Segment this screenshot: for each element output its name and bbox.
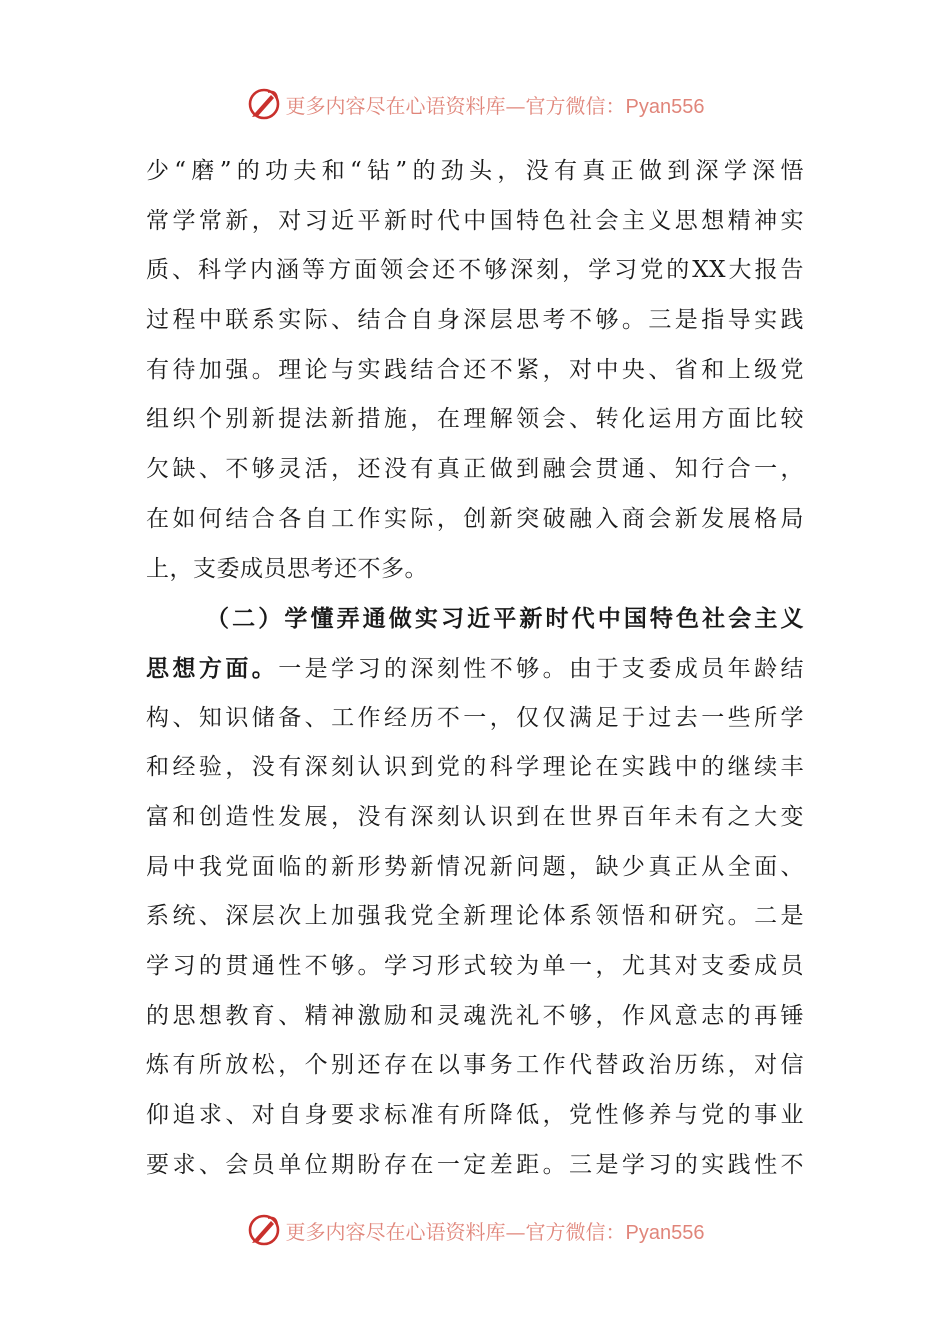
watermark-brand: 更多内容尽在心语资料库 [285, 93, 506, 118]
text-line: 欠缺、不够灵活，还没有真正做到融会贯通、知行合一， [146, 456, 804, 483]
text-line: 上，支委成员思考还不多。 [146, 555, 428, 582]
text-line: 炼有所放松，个别还存在以事务工作代替政治历练，对信 [146, 1052, 804, 1079]
pen-circle-logo-icon [246, 86, 282, 122]
watermark-separator: — [505, 1219, 526, 1244]
text-line: 富和创造性发展，没有深刻认识到在世界百年未有之大变 [146, 803, 804, 830]
watermark-label: 官方微信： [525, 93, 626, 118]
text-line: 有待加强。理论与实践结合还不紧，对中央、省和上级党 [146, 356, 804, 383]
watermark-label: 官方微信： [525, 1219, 626, 1244]
section-heading-end: 思想方面。 [146, 654, 279, 682]
watermark-wechat-id: Pyan556 [625, 1221, 705, 1244]
text-line: 和经验，没有深刻认识到党的科学理论在实践中的继续丰 [146, 754, 804, 781]
section-text-start: 一是学习的深刻性不够。由于支委成员年龄结 [278, 655, 804, 682]
text-line: 常学常新，对习近平新时代中国特色社会主义思想精神实 [146, 207, 804, 234]
section-heading: （二）学懂弄通做实习近平新时代中国特色社会主义 [206, 605, 804, 633]
watermark-brand: 更多内容尽在心语资料库 [285, 1219, 506, 1244]
text-line: 学习的贯通性不够。学习形式较为单一，尤其对支委成员 [146, 953, 804, 979]
text-line: 组织个别新提法新措施，在理解领会、转化运用方面比较 [146, 406, 804, 433]
text-line: 仰追求、对自身要求标准有所降低，党性修养与党的事业 [146, 1102, 804, 1129]
section-heading-continued [146, 644, 804, 694]
text-line: 构、知识储备、工作经历不一，仅仅满足于过去一些所学 [146, 704, 804, 731]
watermark-banner-top [0, 84, 950, 124]
watermark-text [286, 1216, 705, 1245]
watermark-banner-bottom [0, 1210, 950, 1250]
text-line: 的思想教育、精神激励和灵魂洗礼不够，作风意志的再锤 [146, 1002, 804, 1029]
text-line: 质、科学内涵等方面领会还不够深刻，学习党的XX大报告 [146, 257, 804, 284]
text-line: 少“磨”的功夫和“钻”的劲头，没有真正做到深学深悟 [146, 158, 804, 184]
pen-circle-logo-icon [246, 1212, 282, 1248]
watermark-wechat-id: Pyan556 [625, 95, 705, 118]
text-line: 过程中联系实际、结合自身深层思考不够。三是指导实践 [146, 307, 804, 334]
watermark-separator: — [505, 93, 526, 118]
document-body [146, 147, 804, 1190]
text-line: 要求、会员单位期盼存在一定差距。三是学习的实践性不 [146, 1151, 804, 1178]
text-line: 局中我党面临的新形势新情况新问题，缺少真正从全面、 [146, 853, 804, 880]
text-line: 系统、深层次上加强我党全新理论体系领悟和研究。二是 [146, 903, 804, 930]
text-line: 在如何结合各自工作实际，创新突破融入商会新发展格局 [146, 505, 804, 532]
watermark-text [286, 90, 705, 119]
